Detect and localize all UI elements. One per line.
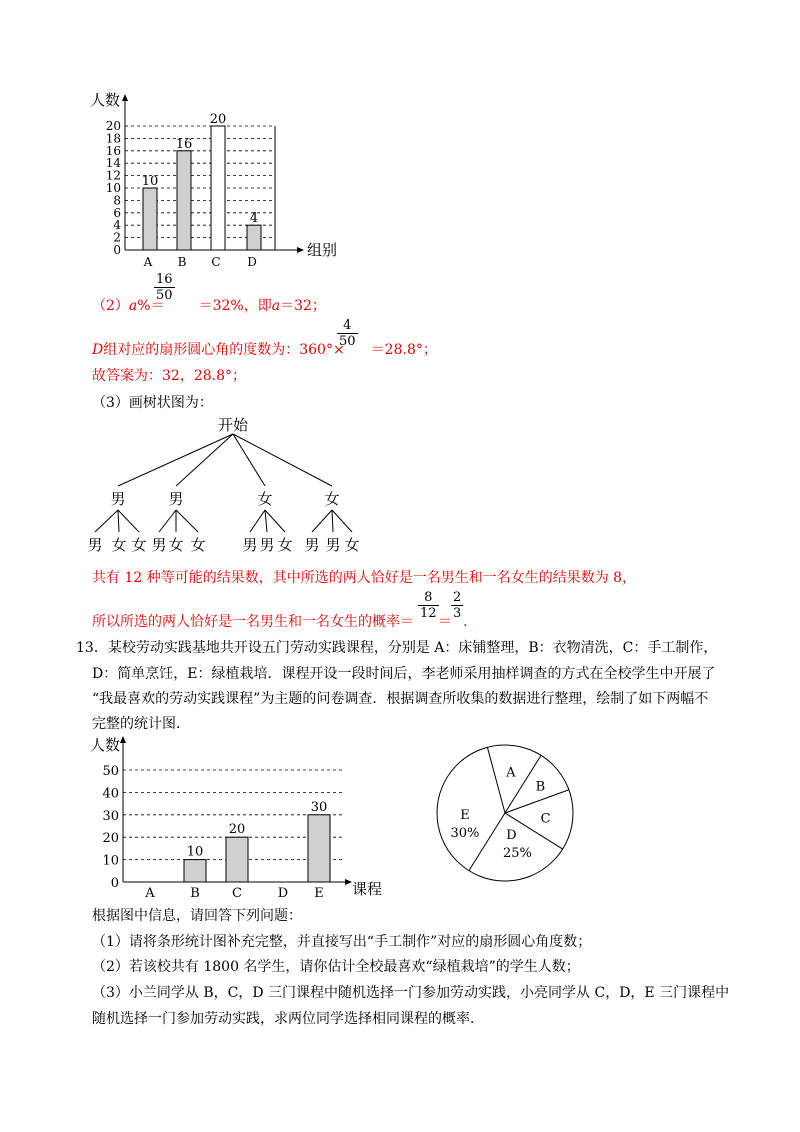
course-pie-chart <box>430 738 580 888</box>
pie-label-A: A <box>506 765 516 781</box>
fraction-8-12 <box>418 590 439 621</box>
bar-label: 16 <box>175 136 193 152</box>
x-tick-label: D <box>277 886 289 900</box>
tree-node-level2: 女 <box>131 536 147 554</box>
y-tick-label: 20 <box>102 831 119 847</box>
y-tick-label: 8 <box>113 193 121 208</box>
y-tick-label: 0 <box>110 876 119 891</box>
y-tick-label: 4 <box>113 218 121 233</box>
tree-node-level2: 女 <box>168 536 184 554</box>
result-line: 共有 12 种等可能的结果数，其中所选的两人恰好是一名男生和一名女生的结果数为 8， <box>92 570 637 586</box>
tree-node-level2: 女 <box>344 536 360 554</box>
var-d: D <box>92 342 104 358</box>
pie-label-D: D <box>506 827 517 843</box>
chart2-x-arrow <box>345 879 352 885</box>
frac-num: 16 <box>156 272 173 287</box>
fraction-4-50 <box>337 318 358 349</box>
part2-mid: %＝ <box>137 298 165 314</box>
x-tick-label: D <box>247 255 257 268</box>
bar-E <box>308 815 330 882</box>
probability-line <box>92 612 414 632</box>
var-a: a <box>128 298 138 314</box>
tree-branch <box>312 510 332 532</box>
bar-label: 30 <box>310 799 328 815</box>
q13-line-4: 完整的统计图． <box>92 716 190 732</box>
bar-B <box>177 151 191 250</box>
tree-node-level1: 男 <box>168 490 184 508</box>
tree-node-level1: 男 <box>110 490 126 508</box>
frac-den: 12 <box>420 606 437 621</box>
tree-branch <box>159 510 176 532</box>
frac-den: 3 <box>453 606 462 621</box>
chart2-ylabel: 人数 <box>90 736 121 754</box>
x-tick-label: C <box>232 886 242 900</box>
part2-line <box>92 296 326 316</box>
frac-den: 50 <box>156 288 173 303</box>
question-1: （1）请将条形统计图补充完整，并直接写出“手工制作”对应的扇形圆心角度数； <box>92 934 592 950</box>
question-3-line-2: 随机选择一门参加劳动实践，求两位同学选择相同课程的概率. <box>92 1011 475 1027</box>
part2-prefix: （2） <box>92 298 129 314</box>
bar-A <box>143 188 157 250</box>
tree-node-level2: 男 <box>325 536 341 554</box>
bar-label: 4 <box>249 211 259 227</box>
chart2-y-arrow <box>120 736 126 743</box>
tree-branch <box>176 510 198 532</box>
bar-label: 10 <box>186 844 204 860</box>
tree-node-level2: 男 <box>259 536 275 554</box>
x-tick-label: A <box>145 886 155 900</box>
tree-branch <box>118 510 139 532</box>
chart2-xlabel: 课程 <box>352 880 383 898</box>
tree-node-level1: 女 <box>324 490 340 508</box>
bar-D <box>247 225 261 250</box>
tree-node-level2: 男 <box>242 536 258 554</box>
pie-label-E: E <box>460 807 470 823</box>
bar-B <box>184 860 206 882</box>
course-bar-chart <box>88 730 398 900</box>
tree-node-level1: 女 <box>257 490 273 508</box>
x-tick-label: B <box>190 886 200 900</box>
q13-line-1: 13．某校劳动实践基地共开设五门劳动实践课程，分别是 A：床铺整理，B：衣物清洗，C：手工制作， <box>76 640 718 656</box>
bar-label: 20 <box>209 112 227 127</box>
group-bar-chart <box>90 88 350 268</box>
angle-d-end: ＝28.8°； <box>370 342 437 358</box>
angle-d-line <box>92 340 437 360</box>
y-tick-label: 40 <box>102 786 119 802</box>
y-tick-label: 20 <box>105 119 121 133</box>
tree-node-level2: 男 <box>151 536 167 554</box>
fraction-2-3 <box>451 590 463 621</box>
question-2: （2）若该校共有 1800 名学生，请你估计全校最喜欢“绿植栽培”的学生人数； <box>92 959 580 975</box>
x-tick-label: C <box>211 255 221 268</box>
tree-branch <box>332 510 352 532</box>
tree-branch <box>118 510 119 532</box>
prob-eq: ＝ <box>438 614 452 630</box>
tree-node-level2: 女 <box>190 536 206 554</box>
pie-percent-E: 30% <box>450 825 480 841</box>
tree-branch <box>265 510 285 532</box>
part2-after: ＝32%，即 <box>198 298 272 314</box>
y-tick-label: 0 <box>113 243 121 257</box>
y-tick-label: 10 <box>105 181 121 195</box>
answer-line: 故答案为：32，28.8°； <box>92 368 246 384</box>
chart1-ylabel: 人数 <box>90 91 121 109</box>
tree-branch <box>265 510 267 532</box>
chart1-y-arrow <box>122 94 128 101</box>
y-tick-label: 14 <box>105 156 121 171</box>
y-tick-label: 30 <box>102 808 119 824</box>
frac-num: 2 <box>453 590 462 605</box>
y-tick-label: 10 <box>102 853 119 869</box>
tree-branch <box>332 510 333 532</box>
bar-label: 10 <box>141 174 159 189</box>
tree-diagram <box>80 410 380 560</box>
chart1-x-arrow <box>297 247 304 253</box>
part3-line: （3）画树状图为： <box>92 395 213 411</box>
tree-branch <box>176 434 233 486</box>
q13-line-3: “我最喜欢的劳动实践课程”为主题的问卷调查．根据调查所收集的数据进行整理，绘制了如下两幅不 <box>92 691 709 707</box>
y-tick-label: 12 <box>105 168 121 183</box>
pie-percent-D: 25% <box>502 845 532 861</box>
y-tick-label: 18 <box>105 131 121 146</box>
q13-line-2: D：简单烹饪，E：绿植栽培．课程开设一段时间后，李老师采用抽样调查的方式在全校学生中开展了 <box>92 666 716 682</box>
tree-node-level2: 女 <box>277 536 293 554</box>
tree-branch <box>233 434 332 486</box>
x-tick-label: A <box>143 255 153 268</box>
tree-node-level2: 男 <box>87 536 103 554</box>
frac-num: 4 <box>337 318 358 334</box>
questions-intro: 根据图中信息，请回答下列问题： <box>92 908 302 924</box>
y-tick-label: 16 <box>105 143 121 158</box>
bar-C <box>211 126 225 250</box>
bar-label: 20 <box>228 822 246 838</box>
x-tick-label: B <box>177 255 187 268</box>
y-tick-label: 50 <box>102 764 119 779</box>
chart1-xlabel: 组别 <box>307 241 338 259</box>
y-tick-label: 6 <box>113 205 121 220</box>
tree-branch <box>250 510 265 532</box>
pie-label-B: B <box>535 779 546 795</box>
tree-branch <box>95 510 118 532</box>
fraction-16-50 <box>154 272 175 303</box>
frac-num: 8 <box>418 590 439 606</box>
x-tick-label: E <box>314 886 324 900</box>
tree-node-level2: 女 <box>111 536 127 554</box>
pie-label-C: C <box>540 811 551 827</box>
tree-node-level2: 男 <box>304 536 320 554</box>
tree-branch <box>118 434 233 486</box>
prob-end: . <box>463 614 468 630</box>
tree-root: 开始 <box>217 416 249 434</box>
part2-end: ＝32； <box>280 298 326 314</box>
var-a-2: a <box>271 298 281 314</box>
tree-branch <box>233 434 265 486</box>
prob-text: 所以所选的两人恰好是一名男生和一名女生的概率＝ <box>92 614 414 630</box>
question-3-line-1: （3）小兰同学从 B，C，D 三门课程中随机选择一门参加劳动实践，小亮同学从 C，D，E 三门课程中 <box>92 985 730 1001</box>
angle-d-text: 组对应的扇形圆心角的度数为：360°× <box>103 342 345 358</box>
frac-den: 50 <box>339 334 356 349</box>
y-tick-label: 2 <box>113 230 121 245</box>
bar-C <box>226 837 248 882</box>
